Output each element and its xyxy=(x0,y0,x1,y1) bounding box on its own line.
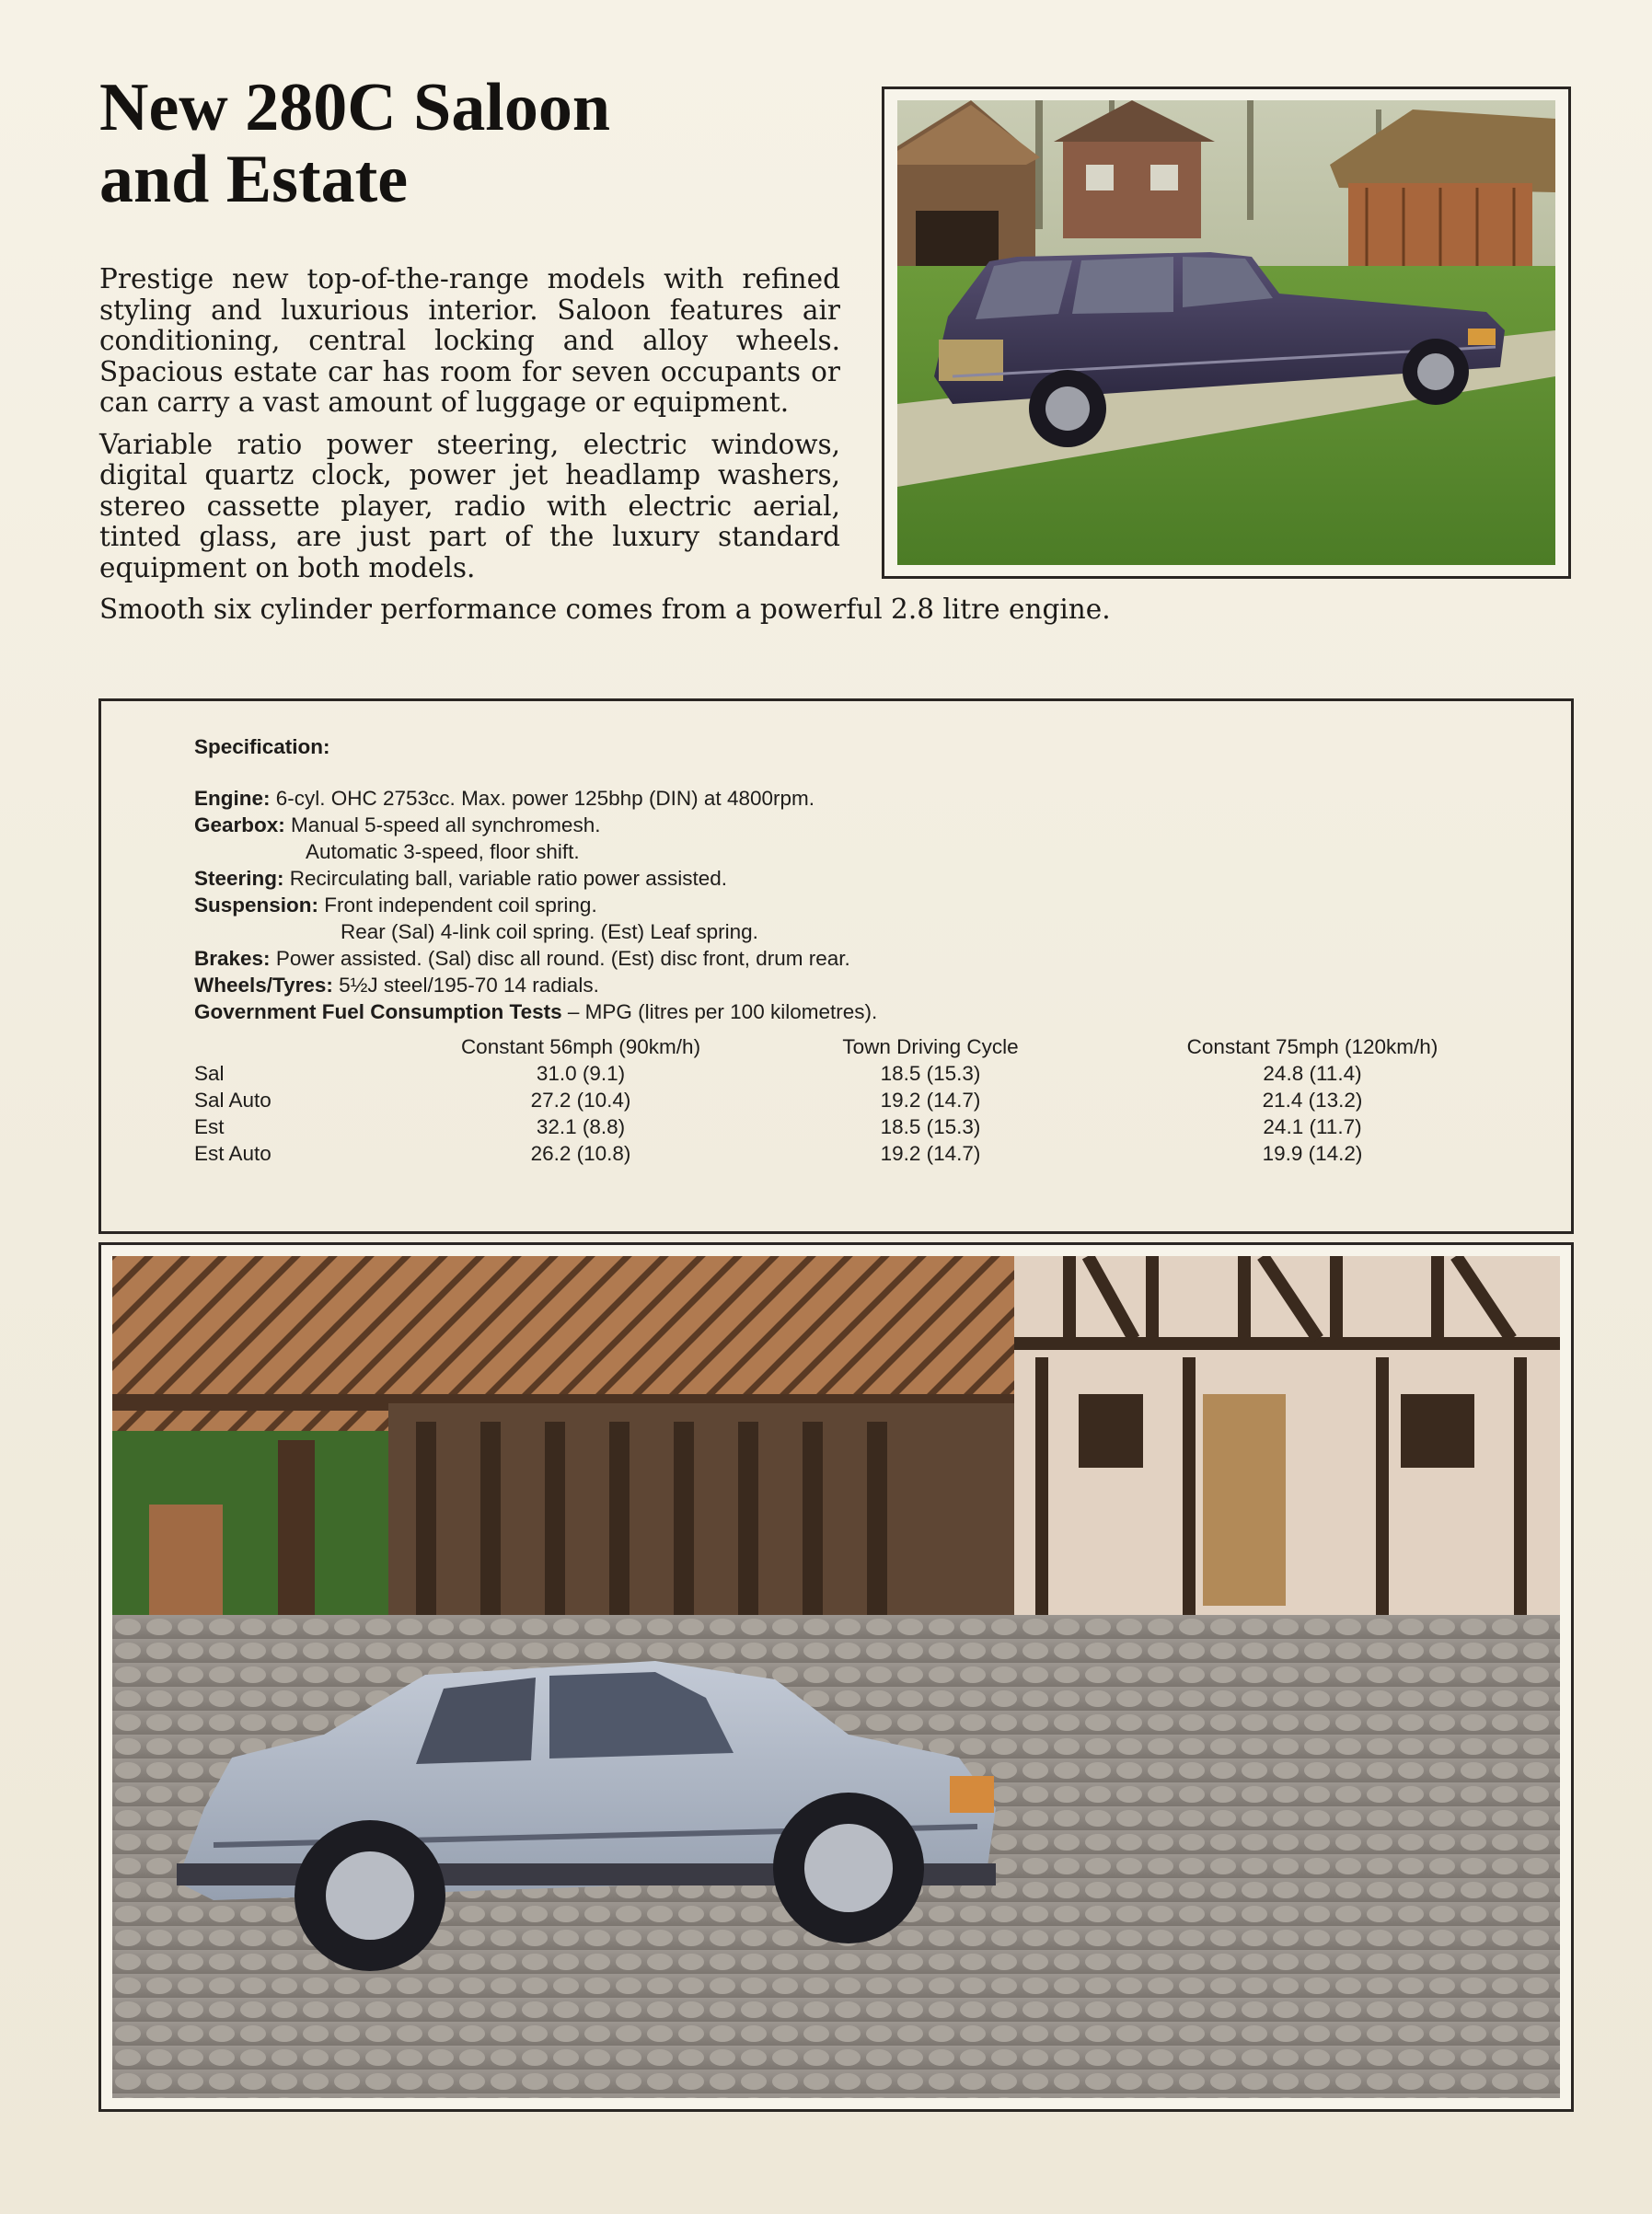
saloon-car-photo xyxy=(112,1256,1560,2098)
spec-steering-value: Recirculating ball, variable ratio power assisted. xyxy=(283,867,727,890)
table-row xyxy=(194,1113,1501,1140)
spec-steering-label: Steering: xyxy=(194,867,284,890)
intro-paragraph-2: Variable ratio power steering, electric windows, digital quartz clock, power jet headlamp washers, stereo cassette player, radio with electric aerial, tinted glass, are just part of the luxury standard equipment on both models. xyxy=(99,428,840,583)
fuel-header-row xyxy=(194,1033,1501,1060)
intro-paragraph-1: Prestige new top-of-the-range models with refined styling and luxurious interior. Saloon features air conditioning, central locking and alloy wheels. Spacious estate car has room for seven occupants or can carry a vast amount of luggage or equipment. xyxy=(99,263,840,418)
saloon-photo-frame xyxy=(98,1242,1574,2112)
spec-suspension xyxy=(194,892,1501,918)
spec-brakes-value: Power assisted. (Sal) disc all round. (Est) disc front, drum rear. xyxy=(270,947,850,970)
title-line-2: and Estate xyxy=(99,142,409,217)
fuel-model: Sal Auto xyxy=(194,1089,271,1112)
fuel-table-title xyxy=(194,998,1501,1025)
spec-engine-value: 6-cyl. OHC 2753cc. Max. power 125bhp (DIN) at 4800rpm. xyxy=(270,787,814,810)
fuel-town: 18.5 (15.3) xyxy=(880,1062,981,1085)
fuel-model: Est xyxy=(194,1115,225,1138)
spec-gearbox-label: Gearbox: xyxy=(194,813,285,836)
title-line-1: New 280C Saloon xyxy=(99,70,611,145)
fuel-model: Sal xyxy=(194,1062,225,1085)
fuel-header-75mph: Constant 75mph (120km/h) xyxy=(1186,1035,1438,1058)
spec-engine xyxy=(194,785,1501,812)
fuel-header-56mph: Constant 56mph (90km/h) xyxy=(460,1035,701,1058)
fuel-56mph: 31.0 (9.1) xyxy=(536,1062,626,1085)
fuel-town: 19.2 (14.7) xyxy=(880,1142,981,1165)
fuel-56mph: 27.2 (10.4) xyxy=(530,1089,631,1112)
fuel-title-rest: – MPG (litres per 100 kilometres). xyxy=(561,1000,878,1023)
fuel-56mph: 32.1 (8.8) xyxy=(536,1115,626,1138)
fuel-header-model xyxy=(194,1033,424,1060)
spec-wheels-label: Wheels/Tyres: xyxy=(194,974,333,997)
spec-brakes xyxy=(194,945,1501,972)
spec-gearbox xyxy=(194,812,1501,838)
specification-section xyxy=(194,733,1501,1167)
spec-engine-label: Engine: xyxy=(194,787,271,810)
fuel-75mph: 21.4 (13.2) xyxy=(1262,1089,1363,1112)
spec-wheels xyxy=(194,972,1501,998)
fuel-title-bold: Government Fuel Consumption Tests xyxy=(194,1000,562,1023)
table-row xyxy=(194,1087,1501,1113)
spec-gearbox-value-2: Automatic 3-speed, floor shift. xyxy=(306,840,580,863)
spec-wheels-value: 5½J steel/195-70 14 radials. xyxy=(332,974,599,997)
estate-photo-frame xyxy=(882,86,1571,579)
fuel-75mph: 19.9 (14.2) xyxy=(1262,1142,1363,1165)
fuel-town: 18.5 (15.3) xyxy=(880,1115,981,1138)
fuel-56mph: 26.2 (10.8) xyxy=(530,1142,631,1165)
spec-suspension-value-2: Rear (Sal) 4-link coil spring. (Est) Leaf spring. xyxy=(341,920,758,943)
fuel-header-town: Town Driving Cycle xyxy=(842,1035,1019,1058)
spec-gearbox-value: Manual 5-speed all synchromesh. xyxy=(284,813,601,836)
page-title xyxy=(99,72,854,215)
estate-car-photo xyxy=(897,100,1555,565)
intro-paragraph-3: Smooth six cylinder performance comes from a powerful 2.8 litre engine. xyxy=(99,594,1111,625)
spec-heading: Specification: xyxy=(194,735,330,758)
intro-text xyxy=(99,264,840,594)
fuel-75mph: 24.8 (11.4) xyxy=(1263,1062,1362,1085)
fuel-75mph: 24.1 (11.7) xyxy=(1263,1115,1362,1138)
spec-suspension-value: Front independent coil spring. xyxy=(318,894,597,917)
fuel-model: Est Auto xyxy=(194,1142,271,1165)
spec-steering xyxy=(194,865,1501,892)
fuel-town: 19.2 (14.7) xyxy=(880,1089,981,1112)
table-row xyxy=(194,1060,1501,1087)
table-row xyxy=(194,1140,1501,1167)
spec-suspension-label: Suspension: xyxy=(194,894,319,917)
fuel-consumption-table xyxy=(194,1033,1501,1167)
spec-brakes-label: Brakes: xyxy=(194,947,271,970)
